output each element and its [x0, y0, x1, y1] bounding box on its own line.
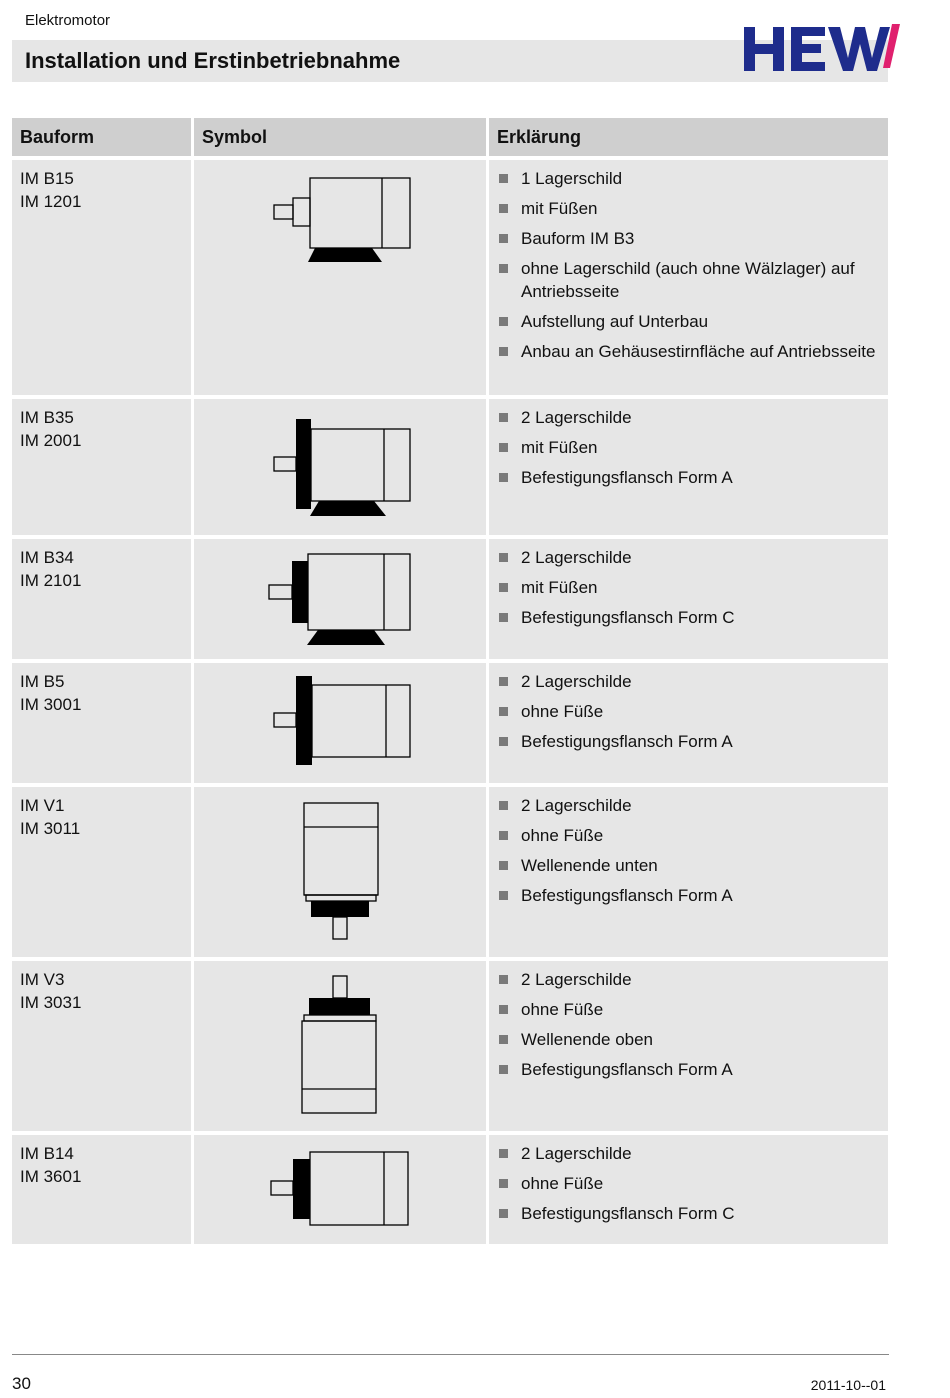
bauform-cell — [12, 160, 191, 395]
list-item: Befestigungsflansch Form C — [489, 1202, 888, 1225]
document-date: 2011-10--01 — [810, 1377, 886, 1393]
erklaerung-cell — [489, 399, 888, 535]
motor-b34-icon — [194, 539, 486, 659]
bullet-square-icon — [499, 801, 508, 810]
list-item: ohne Füße — [489, 700, 888, 723]
bullet-square-icon — [499, 413, 508, 422]
bullet-square-icon — [499, 443, 508, 452]
list-item: Befestigungsflansch Form A — [489, 1058, 888, 1081]
motor-b5-icon — [194, 663, 486, 783]
bauform-cell — [12, 787, 191, 957]
bauform-iec-code: IM 2001 — [20, 431, 82, 450]
erklaerung-cell — [489, 1135, 888, 1244]
list-item: ohne Lagerschild (auch ohne Wälzlager) auf Antriebsseite — [489, 257, 888, 303]
list-item: ohne Füße — [489, 824, 888, 847]
bauform-code: IM B14 — [20, 1144, 74, 1163]
list-item: 2 Lagerschilde — [489, 794, 888, 817]
bauform-iec-code: IM 3031 — [20, 993, 82, 1012]
bauform-code: IM V3 — [20, 970, 65, 989]
bullet-square-icon — [499, 553, 508, 562]
bullet-square-icon — [499, 204, 508, 213]
bullet-square-icon — [499, 1065, 508, 1074]
section-label: Elektromotor — [25, 12, 111, 29]
bauform-code: IM V1 — [20, 796, 65, 815]
symbol-cell — [194, 961, 486, 1131]
bullet-square-icon — [499, 975, 508, 984]
bullet-square-icon — [499, 1005, 508, 1014]
bauform-code: IM B35 — [20, 408, 74, 427]
list-item: Wellenende unten — [489, 854, 888, 877]
page-number: 30 — [12, 1374, 31, 1393]
hew-logo — [744, 24, 902, 76]
bauform-code: IM B5 — [20, 672, 65, 691]
list-item: mit Füßen — [489, 436, 888, 459]
symbol-cell — [194, 399, 486, 535]
column-header-erklaerung: Erklärung — [489, 118, 888, 156]
list-item: Anbau an Gehäusestirnfläche auf Antriebsseite — [489, 340, 888, 363]
bullet-square-icon — [499, 831, 508, 840]
bauform-cell — [12, 1135, 191, 1244]
bauform-iec-code: IM 3011 — [20, 819, 81, 838]
list-item: ohne Füße — [489, 1172, 888, 1195]
symbol-cell — [194, 787, 486, 957]
list-item: Bauform IM B3 — [489, 227, 888, 250]
list-item: 2 Lagerschilde — [489, 406, 888, 429]
bauform-iec-code: IM 2101 — [20, 571, 82, 590]
column-header-bauform: Bauform — [12, 118, 191, 156]
list-item: Wellenende oben — [489, 1028, 888, 1051]
footer-divider — [12, 1354, 889, 1355]
bullet-square-icon — [499, 1149, 508, 1158]
list-item: Aufstellung auf Unterbau — [489, 310, 888, 333]
bullet-square-icon — [499, 583, 508, 592]
bullet-square-icon — [499, 891, 508, 900]
list-item: Befestigungsflansch Form A — [489, 884, 888, 907]
bullet-square-icon — [499, 174, 508, 183]
symbol-cell — [194, 663, 486, 783]
list-item: 2 Lagerschilde — [489, 1142, 888, 1165]
list-item: Befestigungsflansch Form A — [489, 730, 888, 753]
list-item: 2 Lagerschilde — [489, 968, 888, 991]
bullet-square-icon — [499, 347, 508, 356]
list-item: mit Füßen — [489, 197, 888, 220]
erklaerung-cell — [489, 539, 888, 659]
list-item: 1 Lagerschild — [489, 167, 888, 190]
bullet-square-icon — [499, 264, 508, 273]
bullet-square-icon — [499, 707, 508, 716]
bauform-cell — [12, 399, 191, 535]
column-header-symbol: Symbol — [194, 118, 486, 156]
symbol-cell — [194, 1135, 486, 1244]
bauform-iec-code: IM 1201 — [20, 192, 82, 211]
bullet-square-icon — [499, 234, 508, 243]
bullet-square-icon — [499, 1035, 508, 1044]
bauform-cell — [12, 539, 191, 659]
symbol-cell — [194, 539, 486, 659]
list-item: mit Füßen — [489, 576, 888, 599]
erklaerung-cell — [489, 787, 888, 957]
bullet-square-icon — [499, 613, 508, 622]
bullet-square-icon — [499, 677, 508, 686]
bauform-iec-code: IM 3001 — [20, 695, 82, 714]
page-title: Installation und Erstinbetriebnahme — [25, 48, 401, 73]
list-item: Befestigungsflansch Form C — [489, 606, 888, 629]
motor-b15-icon — [194, 160, 486, 395]
bauform-code: IM B34 — [20, 548, 74, 567]
bauform-cell — [12, 663, 191, 783]
erklaerung-cell — [489, 961, 888, 1131]
bauform-code: IM B15 — [20, 169, 74, 188]
list-item: 2 Lagerschilde — [489, 670, 888, 693]
erklaerung-cell — [489, 663, 888, 783]
motor-v3-icon — [194, 961, 486, 1131]
list-item: Befestigungsflansch Form A — [489, 466, 888, 489]
bullet-square-icon — [499, 1209, 508, 1218]
bullet-square-icon — [499, 1179, 508, 1188]
bauform-cell — [12, 961, 191, 1131]
symbol-cell — [194, 160, 486, 395]
bullet-square-icon — [499, 861, 508, 870]
erklaerung-cell — [489, 160, 888, 395]
motor-b14-icon — [194, 1135, 486, 1244]
motor-b35-icon — [194, 399, 486, 535]
bullet-square-icon — [499, 317, 508, 326]
list-item: 2 Lagerschilde — [489, 546, 888, 569]
bauform-iec-code: IM 3601 — [20, 1167, 82, 1186]
list-item: ohne Füße — [489, 998, 888, 1021]
bullet-square-icon — [499, 473, 508, 482]
motor-v1-icon — [194, 787, 486, 957]
bullet-square-icon — [499, 737, 508, 746]
